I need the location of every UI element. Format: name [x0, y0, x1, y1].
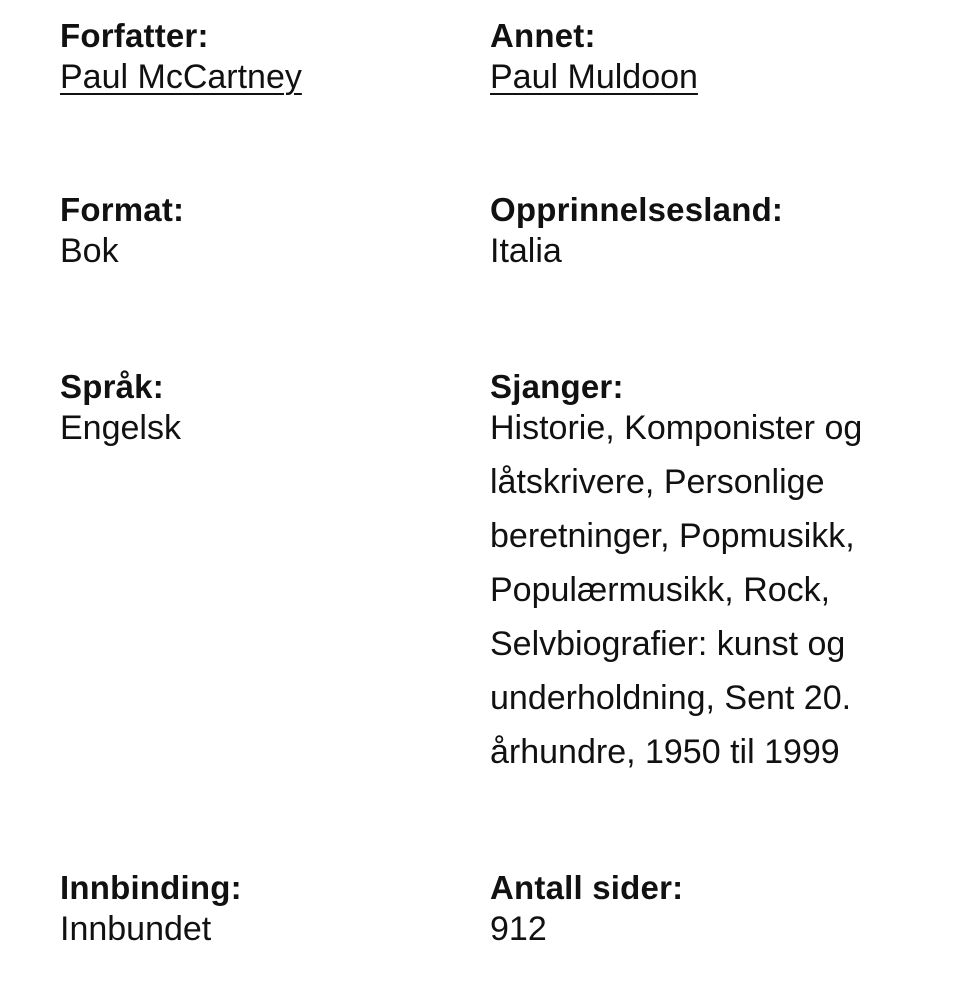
other-label: Annet:	[490, 17, 596, 54]
language-field	[60, 367, 460, 455]
language-label: Språk:	[60, 368, 164, 405]
country-value: Italia	[490, 232, 562, 270]
author-link[interactable]: Paul McCartney	[60, 58, 302, 96]
pages-value: 912	[490, 910, 547, 948]
other-field	[490, 16, 930, 104]
format-field	[60, 190, 460, 278]
author-field	[60, 16, 460, 104]
format-label: Format:	[60, 191, 185, 228]
author-label: Forfatter:	[60, 17, 209, 54]
binding-field	[60, 868, 460, 956]
country-field	[490, 190, 930, 278]
binding-value: Innbundet	[60, 910, 212, 948]
other-contributor-link[interactable]: Paul Muldoon	[490, 58, 698, 96]
format-value: Bok	[60, 232, 119, 270]
genre-label: Sjanger:	[490, 368, 624, 405]
pages-label: Antall sider:	[490, 869, 684, 906]
language-value: Engelsk	[60, 409, 181, 447]
binding-label: Innbinding:	[60, 869, 242, 906]
pages-field	[490, 868, 930, 956]
genre-field	[490, 367, 930, 779]
country-label: Opprinnelsesland:	[490, 191, 784, 228]
genre-value: Historie, Komponister og låtskrivere, Personlige beretninger, Popmusikk, Populærmusikk, Rock, Selvbiografier: kunst og underholdning, Sent 20. århundre, 1950 til 1999	[490, 409, 863, 771]
